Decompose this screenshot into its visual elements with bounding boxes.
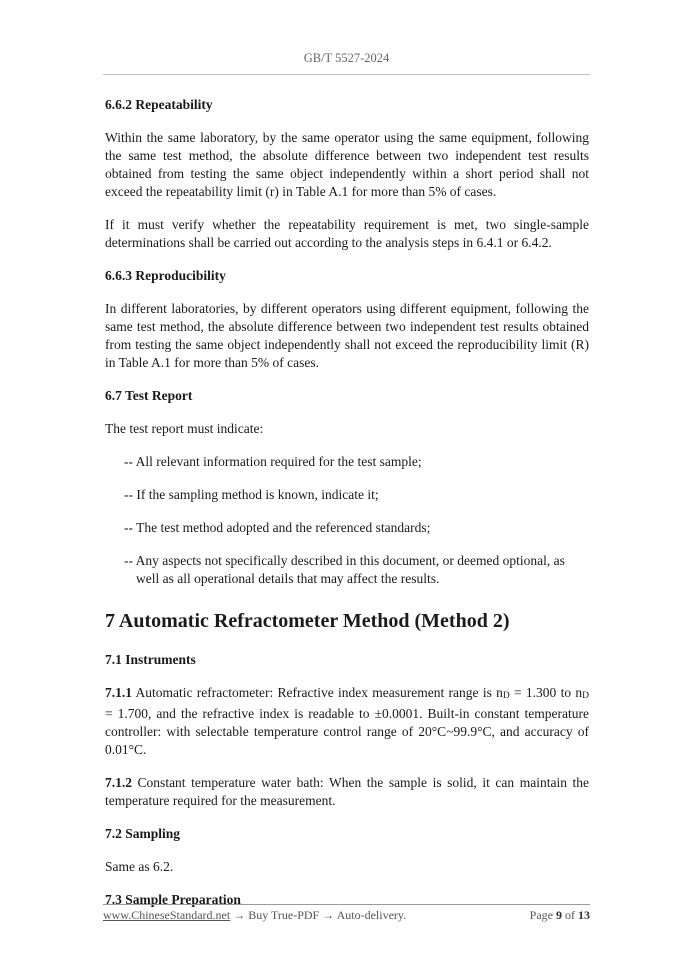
page-content bbox=[105, 96, 589, 909]
page-footer bbox=[103, 904, 590, 929]
paragraph-7-1-2: 7.1.2 Constant temperature water bath: When the sample is solid, it can maintain the temperature required for the measurement. bbox=[105, 775, 589, 808]
heading-6-7: 6.7 Test Report bbox=[105, 388, 193, 403]
heading-7-3: 7.3 Sample Preparation bbox=[105, 892, 241, 907]
heading-6-6-3: 6.6.3 Reproducibility bbox=[105, 268, 226, 283]
paragraph-repeatability: Within the same laboratory, by the same operator using the same equipment, following the same test method, the absolute difference between two independent test results obtained from testing the same object independently within a short period shall not exceed the repeatability limit (r) in Table A.1 for more than 5% of cases. bbox=[105, 130, 589, 199]
page-header bbox=[103, 0, 590, 75]
paragraph-7-1-1: 7.1.1 Automatic refractometer: Refractive index measurement range is nD = 1.300 to nD = 1.700, and the refractive index is readable to ±0.0001. Built-in constant temperature controller: with selectable temperature control range of 20°C~99.9°C, and accuracy of 0.01°C. bbox=[105, 685, 589, 757]
test-report-item: -- The test method adopted and the referenced standards; bbox=[124, 520, 431, 535]
clause-number: 7.1.2 bbox=[105, 775, 132, 790]
page-number: Page 9 of 13 bbox=[529, 908, 590, 922]
test-report-intro: The test report must indicate: bbox=[105, 421, 264, 436]
test-report-item: -- All relevant information required for the test sample; bbox=[124, 454, 422, 469]
heading-6-6-2: 6.6.2 Repeatability bbox=[105, 97, 213, 112]
test-report-item-continued: well as all operational details that may affect the results. bbox=[136, 571, 440, 586]
website-link[interactable]: www.ChineseStandard.net bbox=[103, 908, 231, 922]
test-report-item: -- Any aspects not specifically described in this document, or deemed optional, as bbox=[124, 553, 565, 568]
arrow-icon: → bbox=[322, 908, 335, 922]
paragraph-reproducibility: In different laboratories, by different operators using different equipment, following the same test method, the absolute difference between two independent test results obtained from testing the same object independently shall not exceed the reproducibility limit (R) in Table A.1 for more than 5% of cases. bbox=[105, 301, 589, 370]
footer-links: www.ChineseStandard.net → Buy True-PDF → Auto-delivery. bbox=[103, 908, 407, 922]
arrow-icon: → bbox=[233, 908, 246, 922]
paragraph-repeatability-verify: If it must verify whether the repeatability requirement is met, two single-sample determinations shall be carried out according to the analysis steps in 6.4.1 or 6.4.2. bbox=[105, 217, 589, 250]
heading-section-7: 7 Automatic Refractometer Method (Method 2) bbox=[105, 610, 510, 632]
test-report-item: -- If the sampling method is known, indicate it; bbox=[124, 487, 379, 502]
paragraph-sampling: Same as 6.2. bbox=[105, 859, 174, 874]
heading-7-1: 7.1 Instruments bbox=[105, 652, 196, 667]
clause-number: 7.1.1 bbox=[105, 685, 132, 700]
document-code: GB/T 5527-2024 bbox=[303, 51, 390, 65]
heading-7-2: 7.2 Sampling bbox=[105, 826, 181, 841]
